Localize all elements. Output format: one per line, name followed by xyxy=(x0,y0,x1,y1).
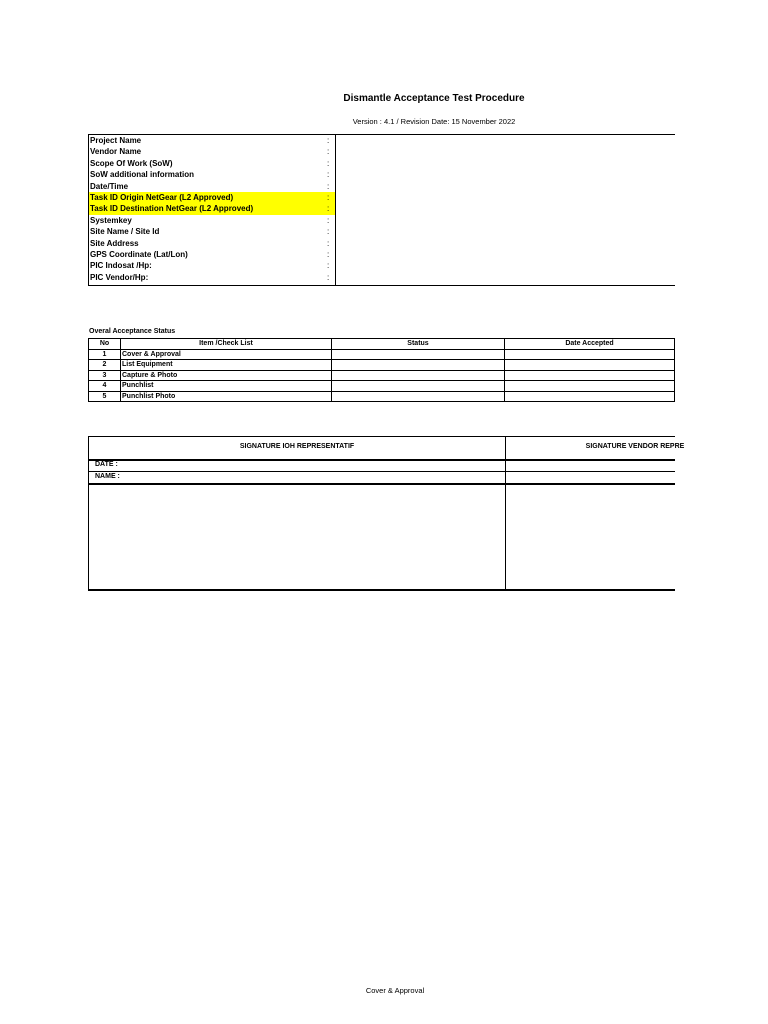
project-info-block xyxy=(88,134,675,286)
table-row xyxy=(89,370,675,381)
info-colon: : xyxy=(327,158,330,168)
info-label: Task ID Origin NetGear (L2 Approved) xyxy=(90,193,234,202)
row-date-cell[interactable] xyxy=(505,349,675,360)
row-item: Capture & Photo xyxy=(121,370,332,381)
row-item: List Equipment xyxy=(121,360,332,371)
info-label: GPS Coordinate (Lat/Lon) xyxy=(90,250,188,259)
column-header-item: Item /Check List xyxy=(121,339,332,350)
row-number: 1 xyxy=(89,349,121,360)
row-date-cell[interactable] xyxy=(505,370,675,381)
row-number: 3 xyxy=(89,370,121,381)
info-colon: : xyxy=(327,238,330,248)
row-status-cell[interactable] xyxy=(332,360,505,371)
info-row-sow-additional xyxy=(89,169,335,180)
acceptance-status-caption: Overal Acceptance Status xyxy=(89,328,176,335)
info-colon: : xyxy=(327,227,330,237)
info-row-scope xyxy=(89,158,335,169)
info-colon: : xyxy=(327,250,330,259)
info-row-systemkey xyxy=(89,215,335,226)
info-label: PIC Vendor/Hp: xyxy=(90,272,149,282)
info-row-datetime xyxy=(89,181,335,192)
info-label: SoW additional information xyxy=(90,170,194,180)
row-item: Cover & Approval xyxy=(121,349,332,360)
info-colon: : xyxy=(327,181,330,191)
table-row xyxy=(89,381,675,392)
info-label: PIC Indosat /Hp: xyxy=(90,261,152,271)
info-label: Date/Time xyxy=(90,181,129,191)
row-status-cell[interactable] xyxy=(332,370,505,381)
row-number: 2 xyxy=(89,360,121,371)
sheet-name-footer: Cover & Approval xyxy=(365,986,425,995)
info-row-pic-indosat xyxy=(89,260,335,271)
table-row xyxy=(89,360,675,371)
row-status-cell[interactable] xyxy=(332,349,505,360)
info-label: Project Name xyxy=(90,136,142,145)
signature-name-line xyxy=(89,483,675,485)
info-colon: : xyxy=(327,136,330,145)
info-label: Site Address xyxy=(90,238,139,248)
signature-header-line xyxy=(89,459,675,461)
info-row-task-destination xyxy=(89,203,335,214)
signature-vendor-header: SIGNATURE VENDOR REPRE xyxy=(585,443,685,450)
document-title: Dismantle Acceptance Test Procedure xyxy=(343,93,525,104)
info-colon: : xyxy=(327,147,330,157)
row-item: Punchlist xyxy=(121,381,332,392)
row-date-cell[interactable] xyxy=(505,381,675,392)
signature-name-label: NAME : xyxy=(95,473,120,480)
info-row-site-name xyxy=(89,226,335,237)
info-colon: : xyxy=(327,204,330,214)
column-header-status: Status xyxy=(332,339,505,350)
row-item: Punchlist Photo xyxy=(121,391,332,402)
info-row-vendor-name xyxy=(89,146,335,157)
info-label: Site Name / Site Id xyxy=(90,227,160,237)
info-colon: : xyxy=(327,193,330,202)
info-row-gps xyxy=(89,249,335,260)
table-header-row xyxy=(89,339,675,350)
acceptance-status-table xyxy=(88,338,675,402)
table-row xyxy=(89,349,675,360)
info-row-pic-vendor xyxy=(89,272,335,283)
signature-ioh-header: SIGNATURE IOH REPRESENTATIF xyxy=(239,443,355,450)
info-colon: : xyxy=(327,215,330,225)
row-date-cell[interactable] xyxy=(505,391,675,402)
row-status-cell[interactable] xyxy=(332,381,505,392)
row-status-cell[interactable] xyxy=(332,391,505,402)
info-label: Vendor Name xyxy=(90,147,142,157)
signature-date-line xyxy=(89,471,675,472)
signature-block xyxy=(88,436,685,591)
info-row-task-origin xyxy=(89,192,335,203)
row-date-cell[interactable] xyxy=(505,360,675,371)
row-number: 5 xyxy=(89,391,121,402)
info-label: Scope Of Work (SoW) xyxy=(90,158,173,168)
info-label: Task ID Destination NetGear (L2 Approved) xyxy=(90,204,254,214)
signature-date-label: DATE : xyxy=(95,461,118,468)
version-line: Version : 4.1 / Revision Date: 15 November 2022 xyxy=(352,117,516,126)
info-colon: : xyxy=(327,272,330,282)
column-header-no: No xyxy=(89,339,121,350)
info-colon: : xyxy=(327,261,330,271)
info-row-project-name xyxy=(89,135,335,146)
info-row-site-address xyxy=(89,238,335,249)
info-divider xyxy=(335,135,336,285)
column-header-date-accepted: Date Accepted xyxy=(505,339,675,350)
info-label: Systemkey xyxy=(90,215,132,225)
table-row xyxy=(89,391,675,402)
info-colon: : xyxy=(327,170,330,180)
row-number: 4 xyxy=(89,381,121,392)
